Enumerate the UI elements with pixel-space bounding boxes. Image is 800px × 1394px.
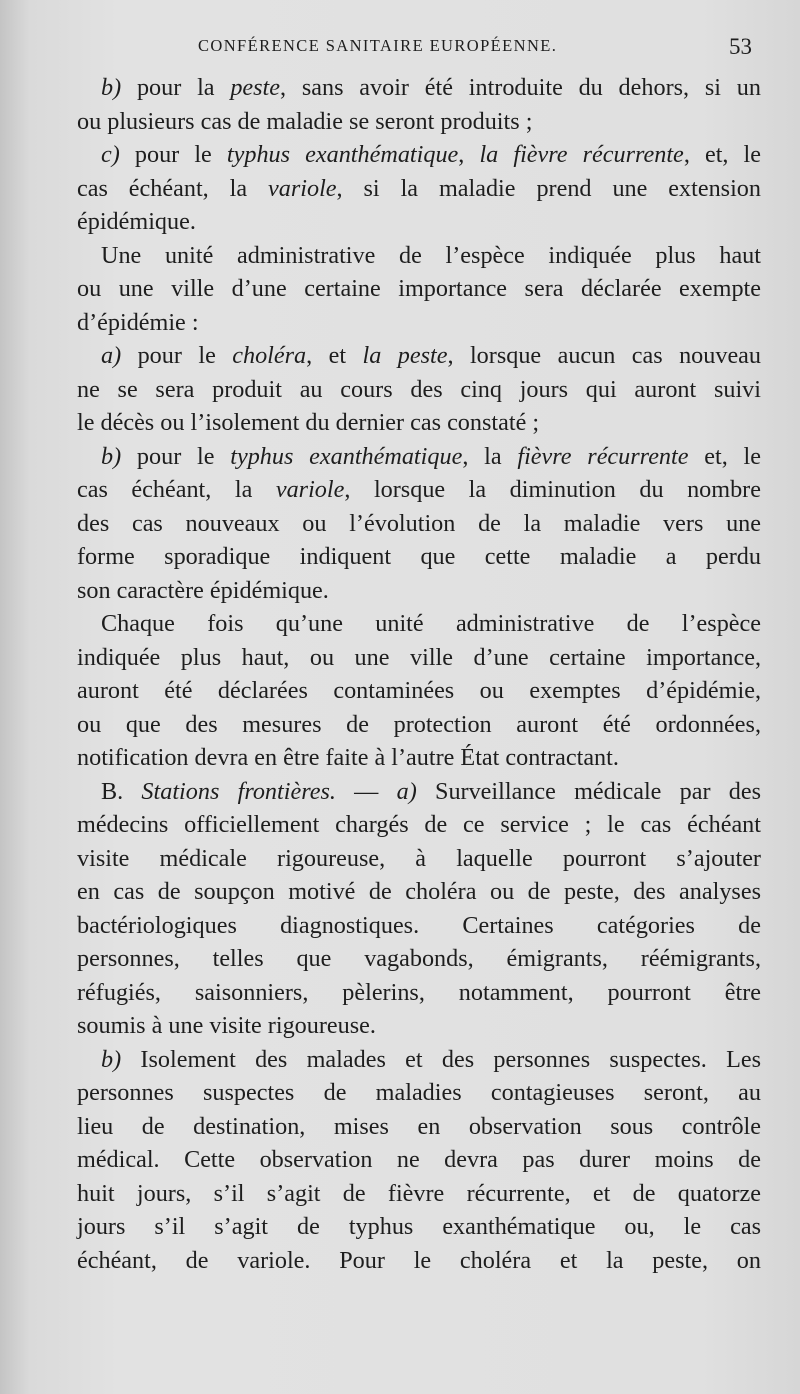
- text-segment: d’épidémie :: [77, 308, 199, 336]
- text-line: [77, 775, 761, 809]
- text-segment: auront été déclarées contaminées ou exemptes d’épidémie,: [77, 677, 761, 704]
- running-title: CONFÉRENCE SANITAIRE EUROPÉENNE.: [198, 36, 558, 55]
- text-segment: , lorsque aucun cas nouveau: [447, 342, 762, 369]
- text-line: [77, 272, 761, 306]
- italic-text: peste: [230, 74, 281, 101]
- text-segment: Isolement des malades et des personnes suspectes. Les: [121, 1045, 761, 1073]
- italic-text: variole: [275, 476, 345, 503]
- italic-text: la peste: [362, 342, 448, 369]
- text-line: [77, 105, 761, 139]
- italic-text: variole: [268, 174, 337, 202]
- text-segment: ,: [458, 141, 480, 168]
- text-segment: épidémique.: [77, 208, 196, 235]
- text-line: [77, 875, 761, 909]
- text-line: [77, 1210, 761, 1244]
- text-line: [77, 373, 761, 407]
- text-segment: , sans avoir été introduite du dehors, si un: [280, 74, 761, 101]
- italic-text: b): [101, 74, 122, 101]
- italic-text: b): [101, 442, 122, 470]
- text-line: [77, 1177, 761, 1211]
- text-line: [77, 574, 761, 608]
- text-segment: personnes, telles que vagabonds, émigrants, réémigrants,: [77, 945, 761, 972]
- italic-text: b): [101, 1045, 122, 1073]
- text-line: [77, 172, 761, 206]
- body-text: [77, 71, 761, 1277]
- italic-text: Stations frontières.: [141, 777, 336, 805]
- text-line: [77, 507, 761, 541]
- text-segment: , si la maladie prend une extension: [336, 174, 761, 202]
- text-segment: ou plusieurs cas de maladie se seront produits ;: [77, 107, 533, 135]
- text-segment: son caractère épidémique.: [77, 576, 329, 604]
- text-segment: médecins officiellement chargés de ce service ; le cas échéant: [77, 811, 761, 838]
- text-segment: le décès ou l’isolement du dernier cas constaté ;: [77, 409, 540, 436]
- text-segment: lieu de destination, mises en observation sous contrôle: [77, 1112, 761, 1140]
- text-segment: des cas nouveaux ou l’évolution de la maladie vers une: [77, 509, 761, 537]
- text-segment: Surveillance médicale par des: [416, 777, 762, 805]
- text-segment: , et, le: [683, 141, 762, 168]
- text-segment: échéant, de variole. Pour le choléra et la peste, on: [77, 1246, 761, 1274]
- text-line: [77, 138, 761, 172]
- text-line: [77, 440, 761, 474]
- text-segment: cas échéant, la: [77, 476, 276, 503]
- text-segment: ou une ville d’une certaine importance sera déclarée exempte: [77, 275, 761, 302]
- text-segment: ou que des mesures de protection auront été ordonnées,: [77, 710, 761, 738]
- text-segment: bactériologiques diagnostiques. Certaines catégories de: [77, 911, 761, 939]
- text-segment: pour le: [119, 141, 227, 168]
- text-segment: indiquée plus haut, ou une ville d’une certaine importance,: [77, 643, 761, 671]
- text-line: [77, 1143, 761, 1177]
- text-line: [77, 607, 761, 641]
- text-line: [77, 942, 761, 976]
- text-segment: huit jours, s’il s’agit de fièvre récurrente, et de quatorze: [77, 1179, 761, 1207]
- text-segment: , lorsque la diminution du nombre: [344, 476, 761, 503]
- text-line: [77, 339, 761, 373]
- text-segment: Chaque fois qu’une unité administrative de l’espèce: [101, 610, 761, 637]
- text-segment: pour la: [121, 74, 231, 101]
- text-segment: B.: [101, 777, 142, 805]
- text-line: [77, 1043, 761, 1077]
- text-line: [77, 976, 761, 1010]
- italic-text: typhus exanthématique: [226, 141, 459, 168]
- text-segment: , la: [462, 442, 518, 470]
- italic-text: typhus exanthématique: [230, 442, 463, 470]
- text-line: [77, 641, 761, 675]
- text-line: [77, 239, 761, 273]
- text-line: [77, 306, 761, 340]
- text-segment: et, le: [688, 442, 761, 470]
- text-segment: , et: [306, 342, 363, 369]
- italic-text: choléra: [232, 342, 307, 369]
- text-line: [77, 540, 761, 574]
- text-segment: ne se sera produit au cours des cinq jours qui auront suivi: [77, 375, 761, 403]
- text-segment: cas échéant, la: [77, 174, 269, 202]
- text-line: [77, 205, 761, 239]
- italic-text: la fièvre récurrente: [479, 141, 684, 168]
- text-line: [77, 1110, 761, 1144]
- text-segment: notification devra en être faite à l’autre État contractant.: [77, 744, 619, 771]
- text-line: [77, 406, 761, 440]
- running-head: [0, 34, 800, 62]
- text-segment: visite médicale rigoureuse, à laquelle pourront s’ajouter: [77, 844, 761, 872]
- text-line: [77, 71, 761, 105]
- text-line: [77, 1009, 761, 1043]
- text-segment: pour le: [121, 342, 233, 369]
- text-segment: Une unité administrative de l’espèce indiquée plus haut: [101, 241, 761, 269]
- italic-text: c): [101, 141, 120, 168]
- text-line: [77, 808, 761, 842]
- text-segment: personnes suspectes de maladies contagieuses seront, au: [77, 1079, 761, 1106]
- text-segment: pour le: [121, 442, 231, 470]
- text-segment: —: [335, 777, 397, 805]
- text-line: [77, 1076, 761, 1110]
- text-line: [77, 842, 761, 876]
- text-segment: jours s’il s’agit de typhus exanthématique ou, le cas: [77, 1213, 761, 1240]
- text-segment: médical. Cette observation ne devra pas durer moins de: [77, 1146, 761, 1173]
- page-number: 53: [729, 34, 752, 59]
- text-line: [77, 708, 761, 742]
- text-segment: en cas de soupçon motivé de choléra ou de peste, des analyses: [77, 878, 761, 905]
- italic-text: a): [101, 342, 122, 369]
- italic-text: a): [396, 777, 417, 805]
- text-segment: réfugiés, saisonniers, pèlerins, notamment, pourront être: [77, 978, 761, 1006]
- text-line: [77, 473, 761, 507]
- text-line: [77, 674, 761, 708]
- text-segment: soumis à une visite rigoureuse.: [77, 1012, 376, 1039]
- text-line: [77, 741, 761, 775]
- text-line: [77, 1244, 761, 1278]
- text-line: [77, 909, 761, 943]
- italic-text: fièvre récurrente: [517, 442, 689, 470]
- text-segment: forme sporadique indiquent que cette maladie a perdu: [77, 543, 761, 570]
